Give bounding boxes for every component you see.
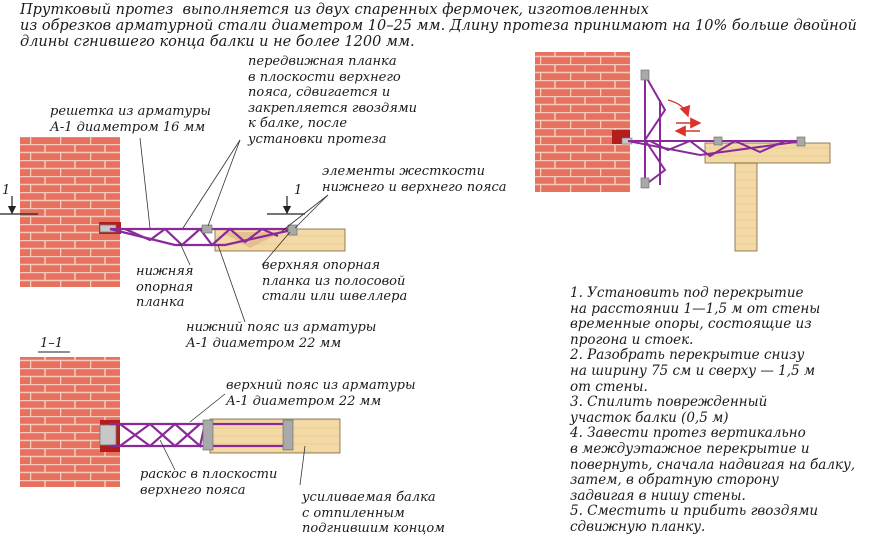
intro-line-1: Прутковый протез выполняется из двух спаренных фермочек, изготовленных [20, 2, 649, 18]
rotate-arrow [668, 100, 688, 116]
upper-support-plank [288, 225, 297, 235]
section-marker-right: 1 [294, 183, 303, 198]
label-lower-plank: нижняя опорная планка [136, 264, 194, 310]
installation-view [535, 52, 830, 251]
intro-line-3: длины сгнившего конца балки и не более 1200 мм. [20, 34, 415, 50]
brick-wall-install [535, 52, 630, 192]
label-movable-plank: передвижная планка в плоскости верхнего пояса, сдвигается и закрепляется гвоздями к балке, после установки протеза [248, 54, 417, 147]
intro-line-2: из обрезков арматурной стали диаметром 10–25 мм. Длину протеза принимают на 10% больше двойной [20, 18, 857, 34]
section-marker-left: 1 [2, 183, 11, 198]
truss-vertical [645, 72, 665, 185]
instruction-steps: 1. Установить под перекрытие на расстоянии 1—1,5 м от стены временные опоры, состоящие из прогона и стоек. 2. Разобрать перекрытие снизу на ширину 75 см и сверху — 1,5 м от стены. 3. Спилить поврежденный участок балки (0,5 м) 4. Завести протез вертикально в междуэтажное перекрытие и повернуть, сначала надвигая на балку, затем, в обратную сторону задвигая в нишу стены. 5. Сместить и прибить гвоздями сдвижную планку. [570, 285, 856, 535]
label-stiffness: элементы жесткости нижнего и верхнего пояса [322, 164, 507, 195]
movable-plank [202, 225, 212, 233]
label-upper-plank: верхняя опорная планка из полосовой стали или швеллера [262, 258, 408, 304]
support-plank-section [100, 425, 116, 445]
label-brace: раскос в плоскости верхнего пояса [140, 467, 278, 498]
section-title: 1–1 [40, 336, 64, 351]
label-grid: решетка из арматуры А-1 диаметром 16 мм [50, 104, 211, 135]
temporary-post [735, 163, 757, 251]
label-lower-chord: нижний пояс из арматуры А-1 диаметром 22 мм [186, 320, 377, 351]
label-upper-chord: верхний пояс из арматуры А-1 диаметром 22 мм [226, 378, 416, 409]
label-beam: усиливаемая балка с отпиленным подгнившим концом [302, 490, 445, 536]
movable-plank-plan [203, 420, 213, 450]
brick-wall [20, 137, 120, 287]
upper-plank-plan [283, 420, 293, 450]
